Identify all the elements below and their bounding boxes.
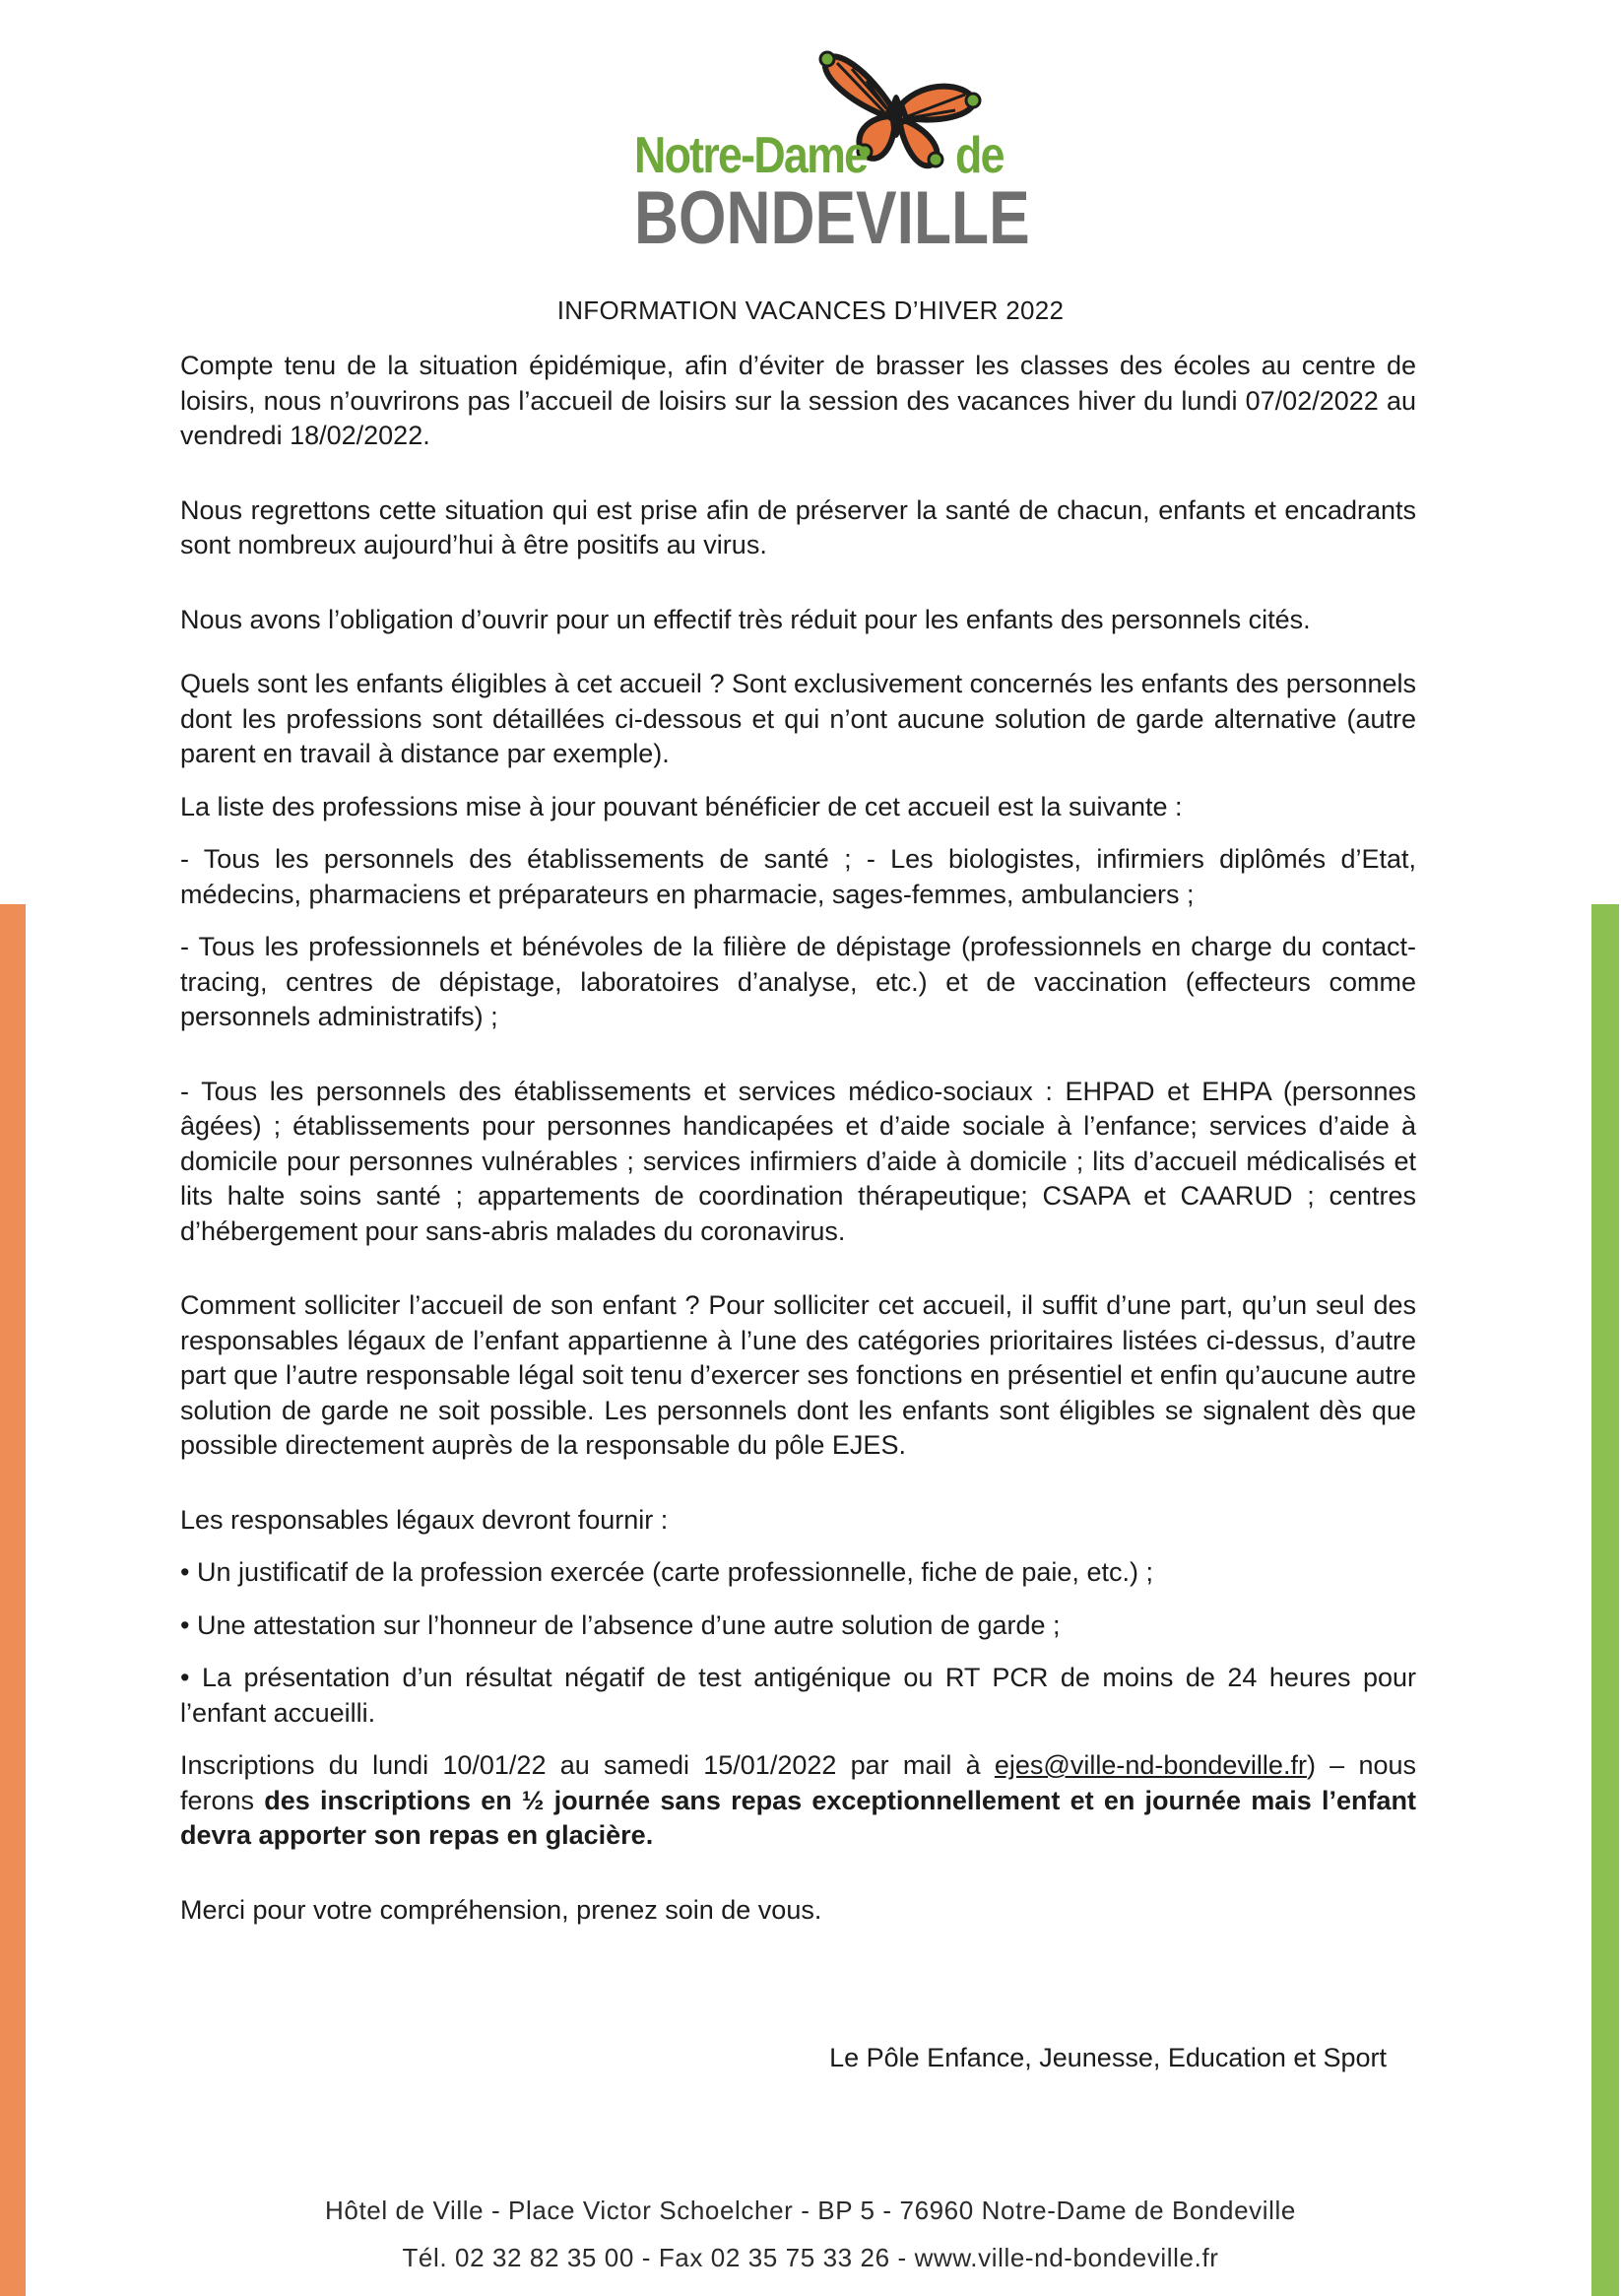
paragraph-thanks: Merci pour votre compréhension, prenez soin de vous.: [180, 1894, 822, 1925]
registration-text-mid: ) – nous ferons: [180, 1750, 1416, 1815]
footer-address: Hôtel de Ville - Place Victor Schoelcher - BP 5 - 76960 Notre-Dame de Bondeville: [325, 2196, 1296, 2225]
document-body: [180, 349, 1416, 1928]
paragraph-medico-social-staff: - Tous les personnels des établissements et services médico-sociaux : EHPAD et EHPA (personnes âgées) ; établissements pour personnes handicapées et d’aide sociale à l’enfance; services d’aide à domicile pour personnes vulnérables ; services infirmiers d’aide à domicile ; lits d’accueil médicalisés et lits halte soins santé ; appartements de coordination thérapeutique; CSAPA et CAARUD ; centres d’hébergement pour sans-abris malades du coronavirus.: [180, 1076, 1416, 1246]
paragraph-eligible-children: Quels sont les enfants éligibles à cet accueil ? Sont exclusivement concernés les enfants des personnels dont les professions sont détaillées ci-dessous et qui n’ont aucune solution de garde alternative (autre parent en travail à distance par exemple).: [180, 669, 1416, 768]
logo-text-notre-dame: Notre-Dame: [634, 127, 868, 184]
footer: [0, 2187, 1621, 2281]
paragraph-screening-staff: - Tous les professionnels et bénévoles de la filière de dépistage (professionnels en charge du contact-tracing, centres de dépistage, laboratoires d’analyse, etc.) et de vaccination (effecteurs comme personnels administratifs) ;: [180, 932, 1416, 1031]
bullet-negative-test: • La présentation d’un résultat négatif de test antigénique ou RT PCR de moins de 24 heures pour l’enfant accueilli.: [180, 1663, 1416, 1728]
logo-text-bondeville: BONDEVILLE: [634, 176, 1030, 260]
signature: Le Pôle Enfance, Jeunesse, Education et Sport: [829, 2043, 1387, 2072]
registration-bold-note: des inscriptions en ½ journée sans repas exceptionnellement et en journée mais l’enfant devra apporter son repas en glacière.: [180, 1785, 1416, 1850]
right-green-band: [1591, 904, 1619, 2296]
town-logo: [611, 30, 1030, 260]
email-link[interactable]: ejes@ville-nd-bondeville.fr: [994, 1750, 1307, 1780]
paragraph-obligation: Nous avons l’obligation d’ouvrir pour un effectif très réduit pour les enfants des personnels cités.: [180, 604, 1311, 634]
document-title: INFORMATION VACANCES D’HIVER 2022: [556, 295, 1065, 325]
logo-text-de: de: [955, 127, 1004, 184]
paragraph-situation: Compte tenu de la situation épidémique, afin d’éviter de brasser les classes des écoles au centre de loisirs, nous n’ouvrirons pas l’accueil de loisirs sur la session des vacances hiver du lundi 07/02/2022 au vendredi 18/02/2022.: [180, 351, 1416, 450]
bullet-proof-of-profession: • Un justificatif de la profession exercée (carte professionnelle, fiche de paie, etc.) ;: [180, 1557, 1153, 1587]
footer-contact: Tél. 02 32 82 35 00 - Fax 02 35 75 33 26 - www.ville-nd-bondeville.fr: [402, 2243, 1219, 2272]
bullet-sworn-statement: • Une attestation sur l’honneur de l’absence d’une autre solution de garde ;: [180, 1609, 1061, 1640]
left-orange-band: [0, 904, 26, 2296]
paragraph-registration: [180, 1748, 1416, 1854]
paragraph-documents-intro: Les responsables légaux devront fournir :: [180, 1504, 669, 1535]
paragraph-list-intro: La liste des professions mise à jour pouvant bénéficier de cet accueil est la suivante :: [180, 791, 1183, 821]
registration-text: Inscriptions du lundi 10/01/22 au samedi 15/01/2022 par mail à: [180, 1750, 995, 1780]
paragraph-how-to-apply: Comment solliciter l’accueil de son enfant ? Pour solliciter cet accueil, il suffit d’une part, qu’un seul des responsables légaux de l’enfant appartienne à l’une des catégories prioritaires listées ci-dessus, d’autre part que l’autre responsable légal soit tenu d’exercer ses fonctions en présentiel et enfin qu’aucune autre solution de garde ne soit possible. Les personnels dont les enfants sont éligibles se signalent dès que possible directement auprès de la responsable du pôle EJES.: [180, 1290, 1416, 1460]
paragraph-regret: Nous regrettons cette situation qui est prise afin de préserver la santé de chacun, enfants et encadrants sont nombreux aujourd’hui à être positifs au virus.: [180, 494, 1416, 559]
paragraph-health-staff: - Tous les personnels des établissements de santé ; - Les biologistes, infirmiers diplômés d’Etat, médecins, pharmaciens et préparateurs en pharmacie, sages-femmes, ambulanciers ;: [180, 844, 1416, 909]
